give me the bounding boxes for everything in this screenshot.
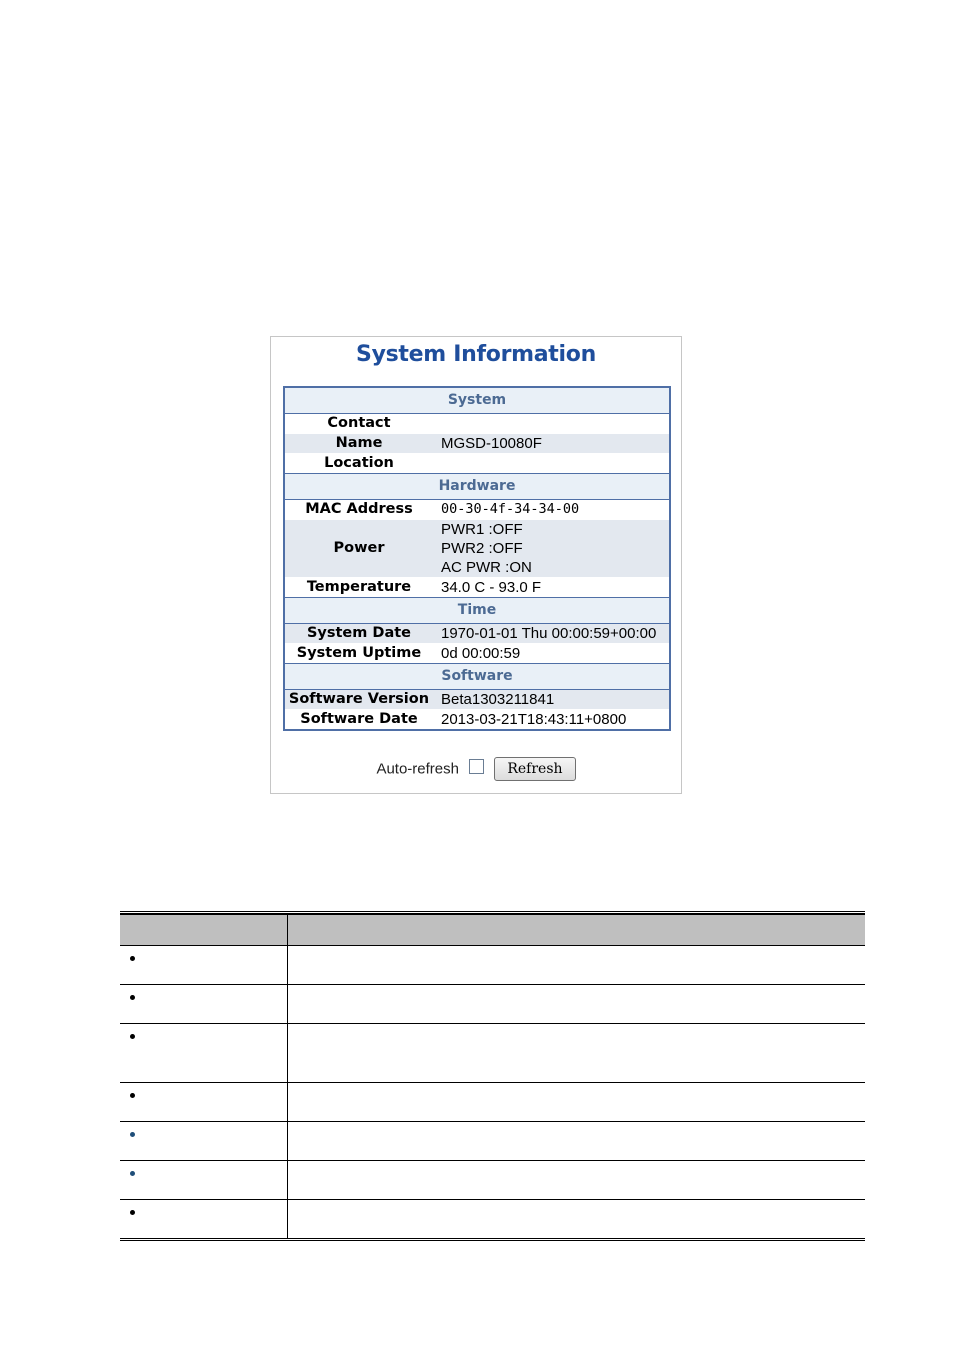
power-value-ac: AC PWR :ON — [441, 559, 532, 576]
table-cell-object — [120, 985, 288, 1023]
contact-value — [433, 414, 669, 433]
refresh-button[interactable]: Refresh — [494, 757, 575, 781]
table-cell-description — [288, 1083, 865, 1121]
table-cell-object — [120, 1122, 288, 1160]
row-system-uptime — [285, 643, 669, 663]
location-value — [433, 454, 669, 473]
system-info-table — [283, 386, 671, 731]
bullet-icon — [130, 1093, 135, 1098]
table-cell-object — [120, 1024, 288, 1082]
row-location — [285, 453, 669, 473]
table-cell-description — [288, 1161, 865, 1199]
table-row — [120, 1023, 865, 1082]
bullet-icon — [130, 1171, 135, 1176]
table-row — [120, 984, 865, 1023]
description-table-header — [120, 914, 865, 945]
table-row — [120, 1082, 865, 1121]
power-value — [433, 520, 669, 577]
table-cell-object — [120, 1083, 288, 1121]
auto-refresh-checkbox[interactable] — [469, 759, 484, 774]
bullet-icon — [130, 995, 135, 1000]
table-row — [120, 1160, 865, 1199]
bullet-icon — [130, 956, 135, 961]
name-label: Name — [335, 435, 383, 451]
temperature-label: Temperature — [306, 579, 412, 595]
refresh-controls — [271, 757, 681, 781]
section-header-time: Time — [285, 597, 669, 624]
system-information-panel — [270, 336, 682, 794]
power-label: Power — [333, 540, 385, 556]
table-cell-object — [120, 1200, 288, 1238]
table-row — [120, 1121, 865, 1160]
bullet-icon — [130, 1034, 135, 1039]
row-power — [285, 519, 669, 577]
system-date-value: 1970-01-01 Thu 00:00:59+00:00 — [441, 625, 657, 642]
row-contact — [285, 414, 669, 433]
system-date-label: System Date — [306, 625, 412, 641]
table-cell-description — [288, 985, 865, 1023]
software-version-label: Software Version — [288, 691, 430, 707]
system-uptime-label: System Uptime — [296, 645, 422, 661]
header-cell-object — [120, 915, 288, 945]
section-header-system: System — [285, 388, 669, 414]
power-value-pwr1: PWR1 :OFF — [441, 521, 523, 538]
row-name — [285, 433, 669, 453]
table-row — [120, 1199, 865, 1238]
bullet-icon — [130, 1132, 135, 1137]
table-cell-description — [288, 1024, 865, 1082]
bullet-icon — [130, 1210, 135, 1215]
row-mac-address — [285, 500, 669, 519]
table-cell-object — [120, 946, 288, 984]
row-temperature — [285, 577, 669, 597]
section-header-hardware: Hardware — [285, 473, 669, 500]
location-label: Location — [324, 455, 394, 471]
software-date-label: Software Date — [300, 711, 418, 727]
mac-address-value: 00-30-4f-34-34-00 — [441, 501, 580, 517]
table-cell-description — [288, 1200, 865, 1238]
table-cell-description — [288, 1122, 865, 1160]
temperature-value: 34.0 C - 93.0 F — [441, 579, 542, 596]
table-cell-description — [288, 946, 865, 984]
power-value-pwr2: PWR2 :OFF — [441, 540, 523, 557]
table-row — [120, 945, 865, 984]
row-system-date — [285, 624, 669, 643]
page-title: System Information — [356, 342, 596, 367]
mac-address-label: MAC Address — [305, 501, 413, 517]
contact-label: Contact — [327, 415, 391, 431]
system-uptime-value: 0d 00:00:59 — [441, 645, 521, 662]
section-header-software: Software — [285, 663, 669, 690]
description-table — [120, 911, 865, 1241]
row-software-date — [285, 709, 669, 729]
table-cell-object — [120, 1161, 288, 1199]
row-software-version — [285, 690, 669, 709]
software-date-value: 2013-03-21T18:43:11+0800 — [441, 711, 627, 728]
auto-refresh-label: Auto-refresh — [376, 760, 459, 778]
name-value: MGSD-10080F — [441, 435, 542, 452]
software-version-value: Beta1303211841 — [441, 691, 555, 708]
